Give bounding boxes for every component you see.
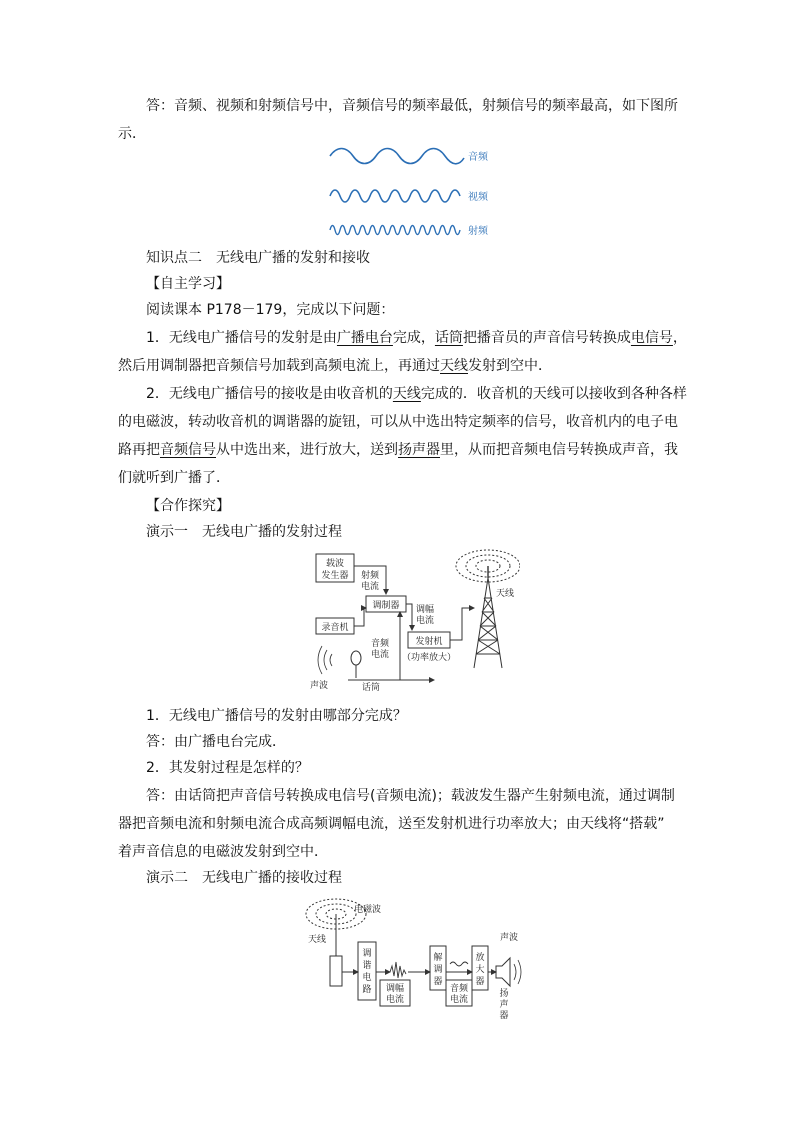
tuner-label-1: 调	[362, 949, 372, 959]
rx-sound-wave-label: 声波	[500, 933, 519, 943]
power-amp-label: （功率放大）	[401, 653, 457, 663]
intro-line-1: 答：音频、视频和射频信号中，音频信号的频率最低，射频信号的频率最高，如下图所	[146, 98, 678, 114]
blank-broadcast-station: 广播电台	[336, 330, 393, 346]
tuner-label-4: 路	[362, 985, 372, 995]
wave-label-audio: 音频	[468, 152, 488, 163]
demod-label-3: 器	[433, 977, 443, 987]
qa-a2-line-1: 答：由话筒把声音信号转换成电信号(音频电流)；载波发生器产生射频电流，通过调制	[146, 788, 675, 804]
amp-label-2: 大	[475, 965, 485, 975]
transmit-diagram	[302, 546, 520, 696]
sound-wave-label: 声波	[310, 681, 329, 691]
microphone-label: 话筒	[362, 683, 381, 693]
recorder-label: 录音机	[321, 623, 349, 633]
speaker-label-1: 扬	[499, 989, 509, 999]
rf-current-label-2: 电流	[360, 582, 380, 592]
video-wave	[330, 190, 460, 202]
qa-q2: 2．其发射过程是怎样的？	[146, 760, 309, 776]
wave-label-rf: 射频	[468, 226, 488, 237]
am-wave	[390, 962, 406, 978]
coop-label: 【合作探究】	[146, 498, 230, 514]
audio-wave	[330, 149, 464, 164]
frequency-wave-figure	[328, 142, 498, 242]
am-current-label-2: 电流	[416, 616, 435, 626]
qa-a2-line-2: 器把音频电流和射频电流合成高频调幅电流，送至发射机进行功率放大；由天线将“搭载”	[118, 816, 665, 832]
q1-line-1: 1．无线电广播信号的发射是由广播电台完成，话筒把播音员的声音信号转换成电信号，	[146, 330, 687, 346]
tuner-label-2: 谐	[362, 961, 372, 971]
q2-line-3: 路再把音频信号从中选出来，进行放大，送到扬声器里，从而把音频电信号转换成声音，我	[118, 442, 678, 458]
demo1-title: 演示一 无线电广播的发射过程	[146, 524, 342, 540]
carrier-gen-label-1: 载波	[325, 559, 345, 569]
q2-line-1: 2．无线电广播信号的接收是由收音机的天线完成的．收音机的天线可以接收到各种各样	[146, 386, 687, 402]
wave-label-video: 视频	[468, 192, 488, 203]
modulator-label: 调制器	[372, 601, 400, 611]
blank-microphone: 话筒	[434, 330, 463, 346]
intro-line-2: 示．	[118, 126, 146, 142]
qa-a1: 答：由广播电台完成．	[146, 734, 286, 750]
receiver-antenna-label: 天线	[308, 935, 327, 945]
instruction: 阅读课本 P178－179，完成以下问题：	[146, 302, 395, 318]
microphone-shape	[351, 651, 361, 665]
rx-am-label-2: 电流	[385, 995, 405, 1005]
speaker-shape	[496, 958, 510, 986]
tuner-label-3: 电	[362, 973, 372, 983]
demo2-title: 演示二 无线电广播的接收过程	[146, 870, 342, 886]
rx-audio-label-2: 电流	[449, 995, 469, 1005]
rf-current-label-1: 射频	[360, 571, 380, 581]
rx-audio-label-1: 音频	[449, 984, 469, 994]
blank-receiver-antenna: 天线	[392, 386, 421, 402]
demod-label-1: 解	[433, 953, 443, 963]
carrier-gen-label-2: 发生器	[321, 571, 349, 581]
audio-wave-small	[450, 962, 468, 966]
amp-label-1: 放	[475, 953, 485, 963]
speaker-label-3: 器	[499, 1011, 509, 1021]
demod-label-2: 调	[433, 965, 443, 975]
rf-wave	[330, 226, 460, 235]
am-current-label-1: 调幅	[416, 605, 435, 615]
audio-current-label-2: 电流	[370, 650, 390, 660]
audio-current-label-1: 音频	[370, 639, 390, 649]
speaker-label-2: 声	[499, 1000, 509, 1010]
rx-am-label-1: 调幅	[385, 984, 405, 994]
amp-label-3: 器	[475, 977, 485, 987]
blank-electric-signal: 电信号	[630, 330, 673, 346]
q2-line-2: 的电磁波，转动收音机的调谐器的旋钮，可以从中选出特定频率的信号，收音机内的电子电	[118, 414, 678, 430]
q2-line-4: 们就听到广播了．	[118, 470, 230, 486]
qa-q1: 1．无线电广播信号的发射由哪部分完成？	[146, 708, 407, 724]
blank-audio-signal: 音频信号	[160, 442, 216, 458]
transmitter-label: 发射机	[415, 637, 443, 647]
q1-line-2: 然后用调制器把音频信号加载到高频电流上，再通过天线发射到空中．	[118, 358, 552, 374]
receive-diagram	[300, 896, 530, 1024]
self-study-label: 【自主学习】	[146, 276, 230, 292]
blank-antenna: 天线	[440, 358, 468, 374]
em-wave-label: 电磁波	[354, 905, 382, 915]
qa-a2-line-3: 着声音信息的电磁波发射到空中．	[118, 844, 328, 860]
blank-speaker: 扬声器	[398, 442, 440, 458]
section-heading: 知识点二 无线电广播的发射和接收	[146, 250, 370, 266]
antenna-label: 天线	[496, 589, 515, 599]
